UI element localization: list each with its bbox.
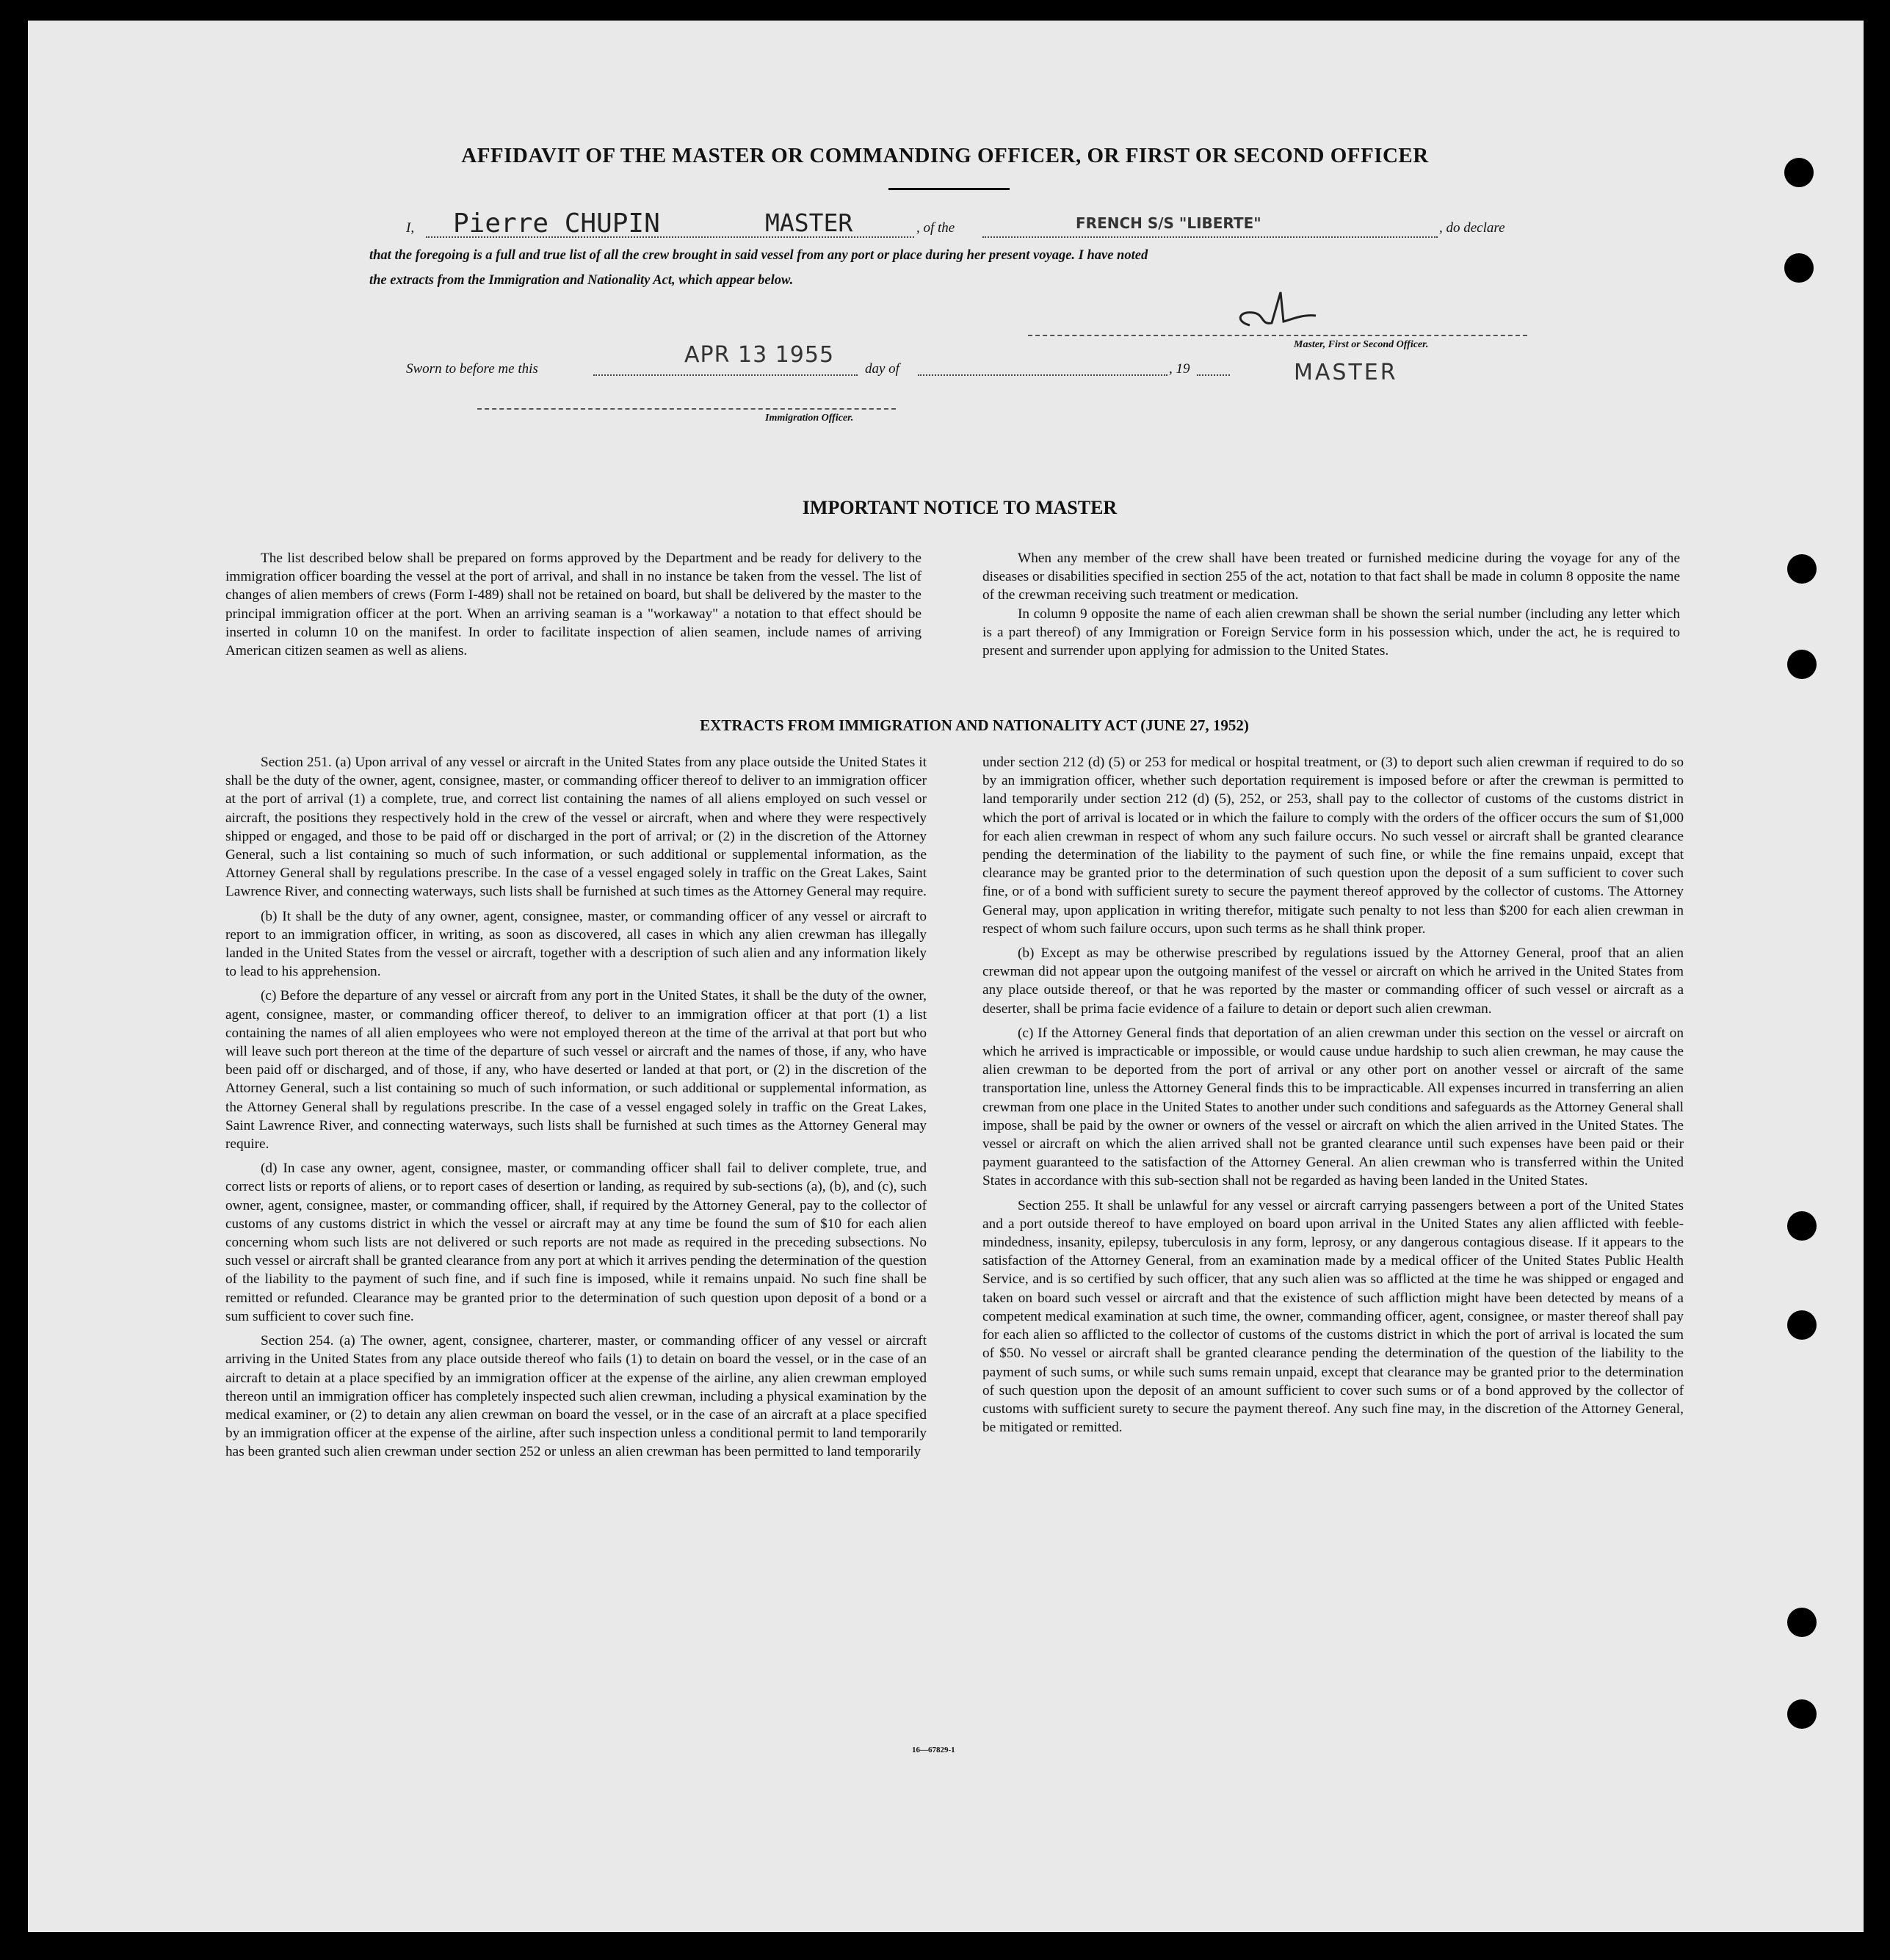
binder-hole: [1787, 650, 1817, 679]
sworn-year-line: [1197, 374, 1230, 376]
section-254-a-continued: under section 212 (d) (5) or 253 for medical or hospital treatment, or (3) to deport such alien crewman if required to do so by an immigration officer, whether such deportation requirement is imposed before or after the crewman is permitted to land temporarily under section 212 (d) (5), 252, or 253, shall pay to the collector of customs of the customs district in which the port of arrival is located or in which the failure to comply with the orders of the officer occurs the sum of $1,000 for each alien crewman in respect of whom any such failure occurs. No such vessel or aircraft shall be granted clearance pending the determination of the liability to the payment of such fine, or while the fine remains unpaid, except that clearance may be granted prior to the determination of such question upon the deposit of a sum sufficient to cover such fine, or of a bond with sufficient surety to secure the payment thereof approved by the collector of customs. The Attorney General may, upon application in writing therefor, mitigate such penalty to not less than $200 for each alien crewman in respect of whom such failure occurs, upon such terms as he shall think proper.: [982, 755, 1684, 937]
notice-left-paragraph: The list described below shall be prepared on forms approved by the Department and be ready for delivery to the immigration officer boarding the vessel at the port of arrival, and shall in no instance be taken from the vessel. The list of changes of alien members of crews (Form I-489) shall not be retained on board, but shall be delivered by the master to the principal immigration officer at the port. When an arriving seaman is a "workaway" a notation to that effect should be inserted in column 10 on the manifest. In order to facilitate inspection of alien seamen, include names of arriving American citizen seamen as well as aliens.: [225, 551, 922, 659]
master-rank: MASTER: [765, 208, 853, 237]
section-251-b: (b) It shall be the duty of any owner, agent, consignee, master, or commanding officer of any vessel or aircraft to report to an immigration officer, in writing, as soon as discovered, all cases in which any alien crewman has illegally landed in the United States from the vessel or aircraft, together with a description of such alien and any information likely to lead to his apprehension.: [225, 908, 927, 980]
notice-heading: IMPORTANT NOTICE TO MASTER: [802, 497, 1118, 518]
year-label: , 19: [1169, 361, 1190, 377]
signature-image: [1220, 285, 1330, 336]
officer-caption: Master, First or Second Officer.: [1294, 339, 1429, 350]
title-rule: [888, 188, 1010, 190]
binder-hole: [1787, 1211, 1817, 1241]
section-254-a: Section 254. (a) The owner, agent, consignee, charterer, master, or commanding officer of any vessel or aircraft arriving in the United States from any place outside thereof who fails (1) to detain on board the vessel, or in the case of an aircraft to detain at a place specified by an immigration officer at the expense of the airline, any alien crewman employed thereon until an immigration officer has completely inspected such alien crewman, including a physical examination by the medical examiner, or (2) to detain any alien crewman on board the vessel, or in the case of an aircraft at a place specified by an immigration officer at the expense of the airline, after such inspection unless a conditional permit to land temporarily has been granted such alien crewman under section 252 or unless an alien crewman has been permitted to land temporarily: [225, 1333, 927, 1460]
declaration-line-3: the extracts from the Immigration and Nationality Act, which appear below.: [369, 273, 794, 288]
notice-right-column: [982, 549, 1680, 666]
binder-hole: [1787, 554, 1817, 584]
sworn-month-line: [918, 374, 1167, 376]
extracts-right-column: [982, 753, 1684, 1442]
section-251-a: Section 251. (a) Upon arrival of any vessel or aircraft in the United States from any place outside the United States it shall be the duty of the owner, agent, consignee, master, or commanding officer thereof to deliver to an immigration officer at the port of arrival (1) a complete, true, and correct list containing the names of all aliens employed on such vessel or aircraft, the positions they respectively hold in the crew of the vessel or aircraft, when and where they were respectively shipped or engaged, and those to be paid off or discharged in the port of arrival; or (2) in the discretion of the Attorney General, such a list containing so much of such information, or such additional or supplemental information, as the Attorney General shall by regulations prescribe. In the case of a vessel engaged solely in traffic on the Great Lakes, Saint Lawrence River, and connecting waterways, such lists shall be furnished at such times as the Attorney General may require.: [225, 755, 927, 900]
notice-right-paragraph-1: When any member of the crew shall have been treated or furnished medicine during the voyage for any of the diseases or disabilities specified in section 255 of the act, notation to that fact shall be made in column 8 opposite the name of the crewman receiving such treatment or medication.: [982, 551, 1680, 603]
binder-hole: [1787, 1699, 1817, 1729]
master-name: Pierre CHUPIN: [453, 208, 660, 239]
affidavit-title: AFFIDAVIT OF THE MASTER OR COMMANDING OFFICER, OR FIRST OR SECOND OFFICER: [461, 144, 1429, 167]
notice-left-column: [225, 549, 922, 666]
date-stamp: APR 13 1955: [684, 342, 835, 368]
of-the-label: , of the: [916, 220, 955, 236]
notice-right-paragraph-2: In column 9 opposite the name of each alien crewman shall be shown the serial number (including any letter which is a part thereof) of any Immigration or Foreign Service form in his possession which, under the act, he is required to present and surrender upon applying for admission to the United States.: [982, 606, 1680, 659]
section-255: Section 255. It shall be unlawful for any vessel or aircraft carrying passengers between a port of the United States and a port outside thereof to have employed on board upon arrival in the United States any alien afflicted with feeble-mindedness, insanity, epilepsy, tuberculosis in any form, leprosy, or any dangerous contagious disease. If it appears to the satisfaction of the Attorney General, from an examination made by a medical officer of the United States Public Health Service, and is so certified by such officer, that any such alien was so afflicted at the time he was shipped or engaged and taken on board such vessel or aircraft and that the existence of such affliction might have been detected by means of a competent medical examination at such time, the owner, commanding officer, agent, consignee, or master thereof shall pay for each alien so afflicted to the collector of customs of the customs district in which the port of arrival is located the sum of $50. No vessel or aircraft shall be granted clearance pending the determination of the question of the liability to the payment of such sums, or while such sums remain unpaid, except that clearance may be granted prior to the determination of such question upon the deposit of an amount sufficient to cover such sums or of a bond approved by the collector of customs with sufficient surety to secure the payment thereof. Any such fine may, in the discretion of the Attorney General, be mitigated or remitted.: [982, 1197, 1684, 1436]
binder-hole: [1787, 1310, 1817, 1340]
master-stamp: MASTER: [1294, 360, 1398, 385]
immigration-officer-caption: Immigration Officer.: [765, 413, 854, 424]
vessel-name: FRENCH S/S "LIBERTE": [1076, 214, 1261, 232]
sworn-day-line: [593, 374, 858, 376]
i-label: I,: [406, 220, 415, 236]
binder-hole: [1787, 1608, 1817, 1637]
immigration-officer-line: [477, 408, 896, 410]
extracts-left-column: [225, 753, 927, 1467]
officer-signature-line: [1028, 335, 1527, 336]
vessel-field-line: [982, 236, 1438, 238]
binder-hole: [1784, 253, 1814, 283]
section-254-b: (b) Except as may be otherwise prescribed by regulations issued by the Attorney General, proof that an alien crewman did not appear upon the outgoing manifest of the vessel or aircraft on which he arrived in the United States from any place outside thereof, or that he was reported by the master or commanding officer of such vessel or aircraft as a deserter, shall be prima facie evidence of a failure to detain or deport such alien crewman.: [982, 945, 1684, 1017]
form-number: 16—67829-1: [912, 1746, 955, 1754]
declaration-line-2: that the foregoing is a full and true list of all the crew brought in said vessel from any port or place during her present voyage. I have noted: [369, 248, 1148, 263]
section-254-c: (c) If the Attorney General finds that deportation of an alien crewman under this section on the vessel or aircraft on which he arrived is impracticable or impossible, or would cause undue hardship to such alien crewman, he may cause the alien crewman to be deported from the port of arrival or any other port on another vessel or aircraft of the same transportation line, unless the Attorney General finds this to be impracticable. All expenses incurred in transferring an alien crewman from one place in the United States to another under such conditions and safeguards as the Attorney General shall impose, shall be paid by the owner or owners of the vessel or aircraft on which the alien arrived in the United States. The vessel or aircraft on which the alien arrived shall not be granted clearance until such expenses have been paid or their payment guaranteed to the satisfaction of the Attorney General. An alien crewman who is transferred within the United States in accordance with this sub-section shall not be regarded as having been landed in the United States.: [982, 1025, 1684, 1189]
section-251-d: (d) In case any owner, agent, consignee, master, or commanding officer shall fail to deliver complete, true, and correct lists or reports of aliens, or to report cases of desertion or landing, as required by sub-sections (a), (b), and (c), such owner, agent, consignee, master, or commanding officer, shall, if required by the Attorney General, pay to the collector of customs of any customs district in which the vessel or aircraft may at any time be found the sum of $10 for each alien concerning whom such lists are not delivered or such reports are not made as required in the preceding subsections. No such vessel or aircraft shall be granted clearance from any port at which it arrives pending the determination of the question of the liability to the payment of such fine, and if such fine is imposed, while it remains unpaid. No such fine shall be remitted or refunded. Clearance may be granted prior to the determination of such question upon deposit of a bond or a sum sufficient to cover such fine.: [225, 1161, 927, 1324]
extracts-heading: EXTRACTS FROM IMMIGRATION AND NATIONALITY ACT (JUNE 27, 1952): [700, 716, 1249, 734]
do-declare-label: , do declare: [1439, 220, 1505, 236]
day-of-label: day of: [865, 361, 899, 377]
sworn-label: Sworn to before me this: [406, 361, 538, 377]
section-251-c: (c) Before the departure of any vessel or aircraft from any port in the United States, it shall be the duty of the owner, agent, consignee, master, or commanding officer thereof, to deliver to an immigration officer at that port (1) a list containing the names of all alien employees who were not employed thereon at the time of the arrival at that port but who will leave such port thereon at the time of the departure of such vessel or aircraft and the names of those, if any, who have been paid off or discharged, and of those, if any, who have deserted or landed at that port, or (2) in the discretion of the Attorney General, such a list containing so much of such information, or such additional or supplemental information, as the Attorney General shall by regulations prescribe. In the case of a vessel engaged solely in traffic on the Great Lakes, Saint Lawrence River, and connecting waterways, such lists shall be furnished at such times as the Attorney General may require.: [225, 988, 927, 1153]
